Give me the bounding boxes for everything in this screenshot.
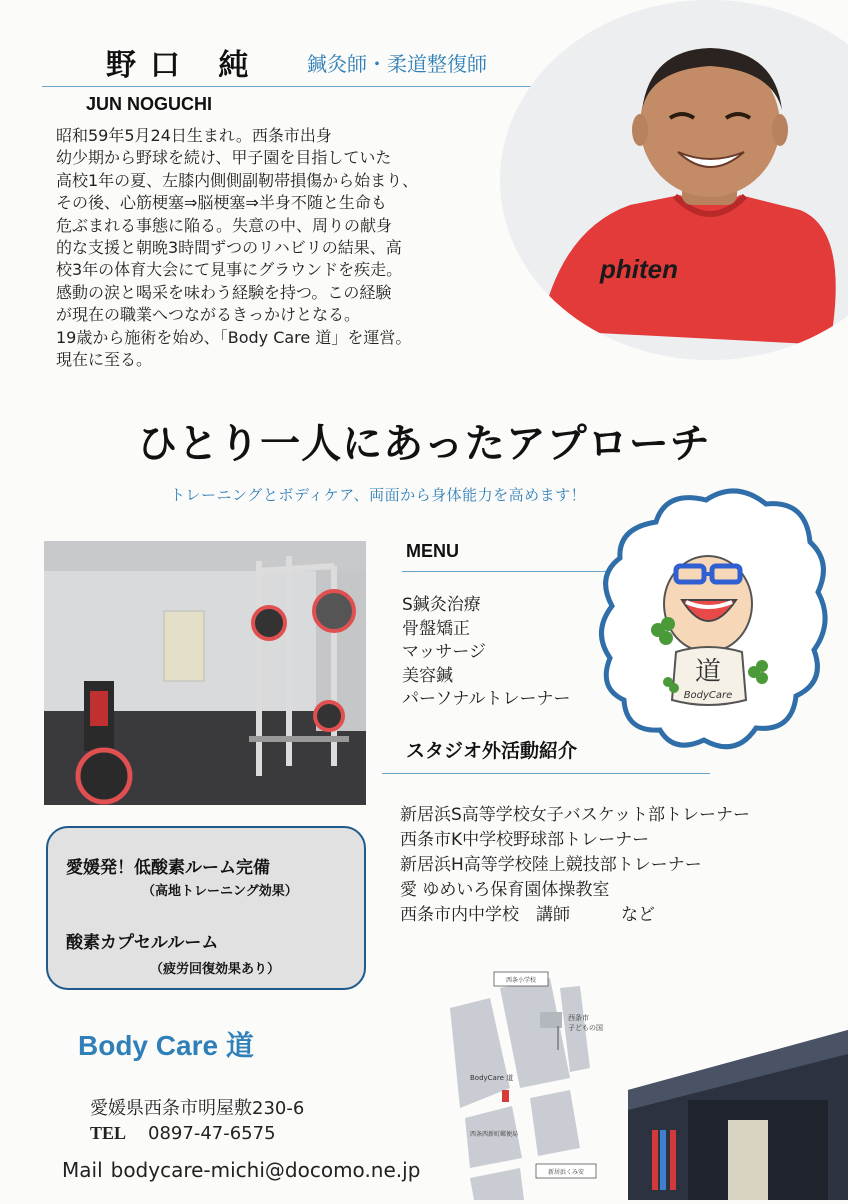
bio-line: 危ぶまれる事態に陥る。失意の中、周りの献身 (56, 215, 393, 235)
bio-line: 的な支援と朝晩3時間ずつのリハビリの結果、高 (56, 238, 402, 258)
mascot-cloud (596, 482, 832, 764)
map-label-store: BodyCare 道 (470, 1074, 514, 1082)
bio-line: その後、心筋梗塞⇒脳梗塞⇒半身不随と生命も (56, 193, 387, 213)
mail-address: bodycare-michi@docomo.ne.jp (110, 1158, 421, 1182)
bio-line: 校3年の体育大会にて見事にグラウンドを疾走。 (56, 260, 403, 280)
bio-line: が現在の職業へつながるきっかけとなる。 (56, 305, 361, 325)
tel-number: 0897-47-6575 (148, 1123, 276, 1144)
address: 愛媛県西条市明屋敷230-6 (90, 1098, 305, 1119)
building-photo (628, 1030, 848, 1200)
bio-line: 19歳から施術を始め、「Body Care 道」を運営。 (56, 327, 412, 347)
activity-item: 西条市内中学校 講師 など (400, 905, 655, 925)
bio-line: 感動の涙と喝采を味わう経験を持つ。この経験 (56, 282, 392, 302)
menu-divider (402, 571, 612, 572)
gym-photo (44, 541, 366, 805)
map-label-school: 西条小学校 (505, 977, 537, 984)
mail-label: Mail (62, 1158, 103, 1182)
menu-item: 骨盤矯正 (402, 618, 470, 639)
bio-line: 現在に至る。 (56, 350, 153, 370)
activity-item: 新居浜S高等学校女子バスケット部トレーナー (400, 805, 750, 825)
map-label-park-2: 子どもの国 (568, 1024, 603, 1032)
activities-list (400, 803, 750, 928)
bio-line: 高校1年の夏、左膝内側側副靭帯損傷から始まり、 (56, 170, 419, 190)
menu-item: 美容鍼 (402, 665, 453, 686)
mascot-kanji: 道 (694, 657, 722, 687)
mascot-label: BodyCare (683, 690, 733, 701)
portrait-photo (500, 0, 848, 360)
map-label-bottom: 新居浜くみ安 (547, 1169, 585, 1176)
hypoxic-room-heading: 愛媛発！低酸素ルーム完備 (66, 858, 270, 878)
menu-title: MENU (406, 541, 459, 561)
bio-text (56, 125, 506, 371)
menu-item: マッサージ (402, 642, 486, 662)
bio-line: 昭和59年5月24日生まれ。西条市出身 (56, 126, 332, 145)
main-headline: ひとり一人にあったアプローチ (137, 421, 711, 467)
oxygen-capsule-note: （疲労回復効果あり） (150, 962, 281, 977)
menu-list (402, 594, 570, 712)
menu-item: パーソナルトレーナー (402, 689, 571, 709)
header-divider (42, 86, 542, 87)
activities-title: スタジオ外活動紹介 (406, 740, 578, 762)
activity-item: 愛 ゆめいろ保育園体操教室 (400, 880, 610, 900)
menu-item: S鍼灸治療 (402, 595, 481, 615)
brand-name: Body Care 道 (78, 1030, 254, 1061)
email (62, 1158, 420, 1182)
location-map (440, 968, 640, 1200)
bio-line: 幼少期から野球を続け、甲子園を目指していた (56, 148, 392, 168)
activities-divider (382, 773, 710, 774)
shirt-logo-text: phiten (600, 254, 678, 284)
tel-label: TEL (90, 1123, 127, 1143)
oxygen-capsule-heading: 酸素カプセルルーム (66, 933, 219, 953)
hypoxic-room-note: （高地トレーニング効果） (142, 884, 298, 899)
activity-item: 西条市K中学校野球部トレーナー (400, 830, 650, 850)
map-label-post: 西条西新町郵便局 (470, 1131, 519, 1138)
person-name: 野口 純 (106, 48, 263, 83)
person-romaji: JUN NOGUCHI (86, 94, 213, 114)
telephone (90, 1123, 276, 1144)
sub-headline: トレーニングとボディケア、両面から身体能力を高めます！ (170, 486, 587, 504)
person-title: 鍼灸師・柔道整復師 (307, 52, 487, 76)
activity-item: 新居浜H高等学校陸上競技部トレーナー (400, 855, 702, 875)
map-label-park-1: 西条市 (568, 1014, 589, 1022)
